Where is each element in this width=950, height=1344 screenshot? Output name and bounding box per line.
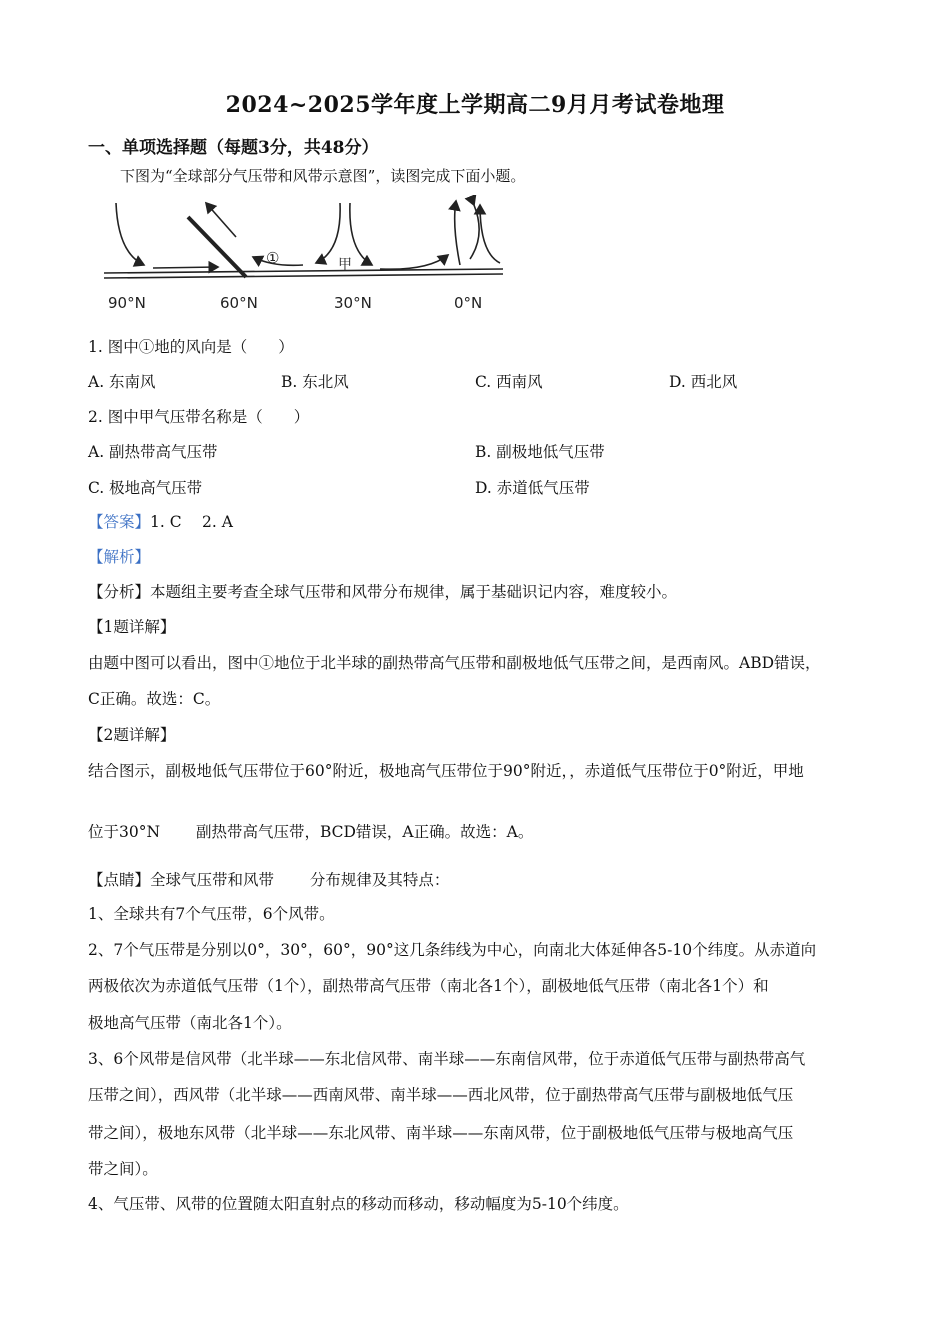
ground-line-top [104, 269, 503, 273]
answer-line [88, 510, 233, 532]
detail-2-label: 【2题详解】 [88, 726, 176, 744]
wind-arrow-icon [350, 203, 372, 265]
lat-label-30n: 30°N [334, 294, 372, 312]
q1-option-b[interactable]: B. 东北风 [281, 373, 349, 391]
lat-label-90n: 90°N [108, 294, 146, 312]
point-line: 4、气压带、风带的位置随太阳直射点的移动而移动，移动幅度为5-10个纬度。 [88, 1195, 629, 1213]
wind-arrow-icon [206, 203, 236, 237]
detail-2-line-2: 位于30°N 副热带高气压带，BCD错误，A正确。故选：A。 [88, 823, 534, 841]
detail-1-line-1: 由题中图可以看出，图中①地位于北半球的副热带高气压带和副极地低气压带之间，是西南风。ABD错误， [88, 654, 821, 672]
q2-option-c[interactable]: C. 极地高气压带 [88, 479, 203, 497]
point-line: 两极依次为赤道低气压带（1个），副热带高气压带（南北各1个），副极地低气压带（南北各1个）和 [88, 977, 769, 995]
point-line: 1、全球共有7个气压带，6个风带。 [88, 905, 335, 923]
ground-line-bottom [104, 274, 503, 278]
wind-arrow-icon [316, 203, 340, 263]
q1-option-d[interactable]: D. 西北风 [669, 373, 738, 391]
detail-1-line-2: C正确。故选：C。 [88, 690, 221, 708]
wind-arrow-icon [380, 255, 448, 269]
lat-label-0n: 0°N [454, 294, 483, 312]
answer-label: 【答案】 [88, 513, 151, 531]
detail-2-line-1: 结合图示，副极地低气压带位于60°附近，极地高气压带位于90°附近，，赤道低气压带位于0°附近，甲地 [88, 762, 804, 780]
dianjing-text: 【点睛】全球气压带和风带 分布规律及其特点： [88, 871, 450, 889]
lat-label-60n: 60°N [220, 294, 258, 312]
point-line: 带之间），极地东风带（北半球——东北风带、南半球——东南风带，位于副极地低气压带与极地高气压 [88, 1124, 794, 1142]
q2-option-b[interactable]: B. 副极地低气压带 [475, 443, 605, 461]
q1-option-c[interactable]: C. 西南风 [475, 373, 543, 391]
section-heading: 一、单项选择题（每题3分，共48分） [88, 138, 379, 158]
fenxi-text: 【分析】本题组主要考查全球气压带和风带分布规律，属于基础识记内容，难度较小。 [88, 583, 678, 601]
q2-option-a[interactable]: A. 副热带高气压带 [88, 443, 218, 461]
diagram-intro: 下图为“全球部分气压带和风带示意图”，读图完成下面小题。 [120, 167, 526, 185]
point-line: 带之间）。 [88, 1160, 158, 1178]
marker-1: ① [266, 249, 280, 267]
point-line: 2、7个气压带是分别以0°，30°，60°，90°这几条纬线为中心，向南北大体延伸各5-10个纬度。从赤道向 [88, 941, 817, 959]
analysis-label: 【解析】 [88, 548, 151, 566]
answer-text: 1. C 2. A [150, 513, 233, 531]
wind-arrow-icon [116, 203, 144, 265]
marker-jia: 甲 [338, 257, 352, 273]
wind-arrow-icon [153, 267, 218, 268]
q2-option-d[interactable]: D. 赤道低气压带 [475, 479, 590, 497]
page-title: 2024~2025学年度上学期高二9月月考试卷地理 [225, 92, 725, 118]
point-line: 极地高气压带（南北各1个）。 [88, 1014, 292, 1032]
pressure-wind-diagram [98, 195, 518, 315]
wind-arrow-icon [480, 205, 500, 263]
point-line: 3、6个风带是信风带（北半球——东北信风带、南半球——东南信风带，位于赤道低气压带与副热带高气 [88, 1050, 806, 1068]
q1-option-a[interactable]: A. 东南风 [88, 373, 156, 391]
wind-arrow-icon [455, 201, 460, 265]
detail-1-label: 【1题详解】 [88, 618, 176, 636]
wind-arrow-icon [470, 205, 479, 259]
question-1-stem: 1. 图中①地的风向是（ ） [88, 338, 294, 356]
point-line: 压带之间），西风带（北半球——西南风带、南半球——西北风带，位于副热带高气压带与副极地低气压 [88, 1086, 794, 1104]
question-2-stem: 2. 图中甲气压带名称是（ ） [88, 408, 310, 426]
